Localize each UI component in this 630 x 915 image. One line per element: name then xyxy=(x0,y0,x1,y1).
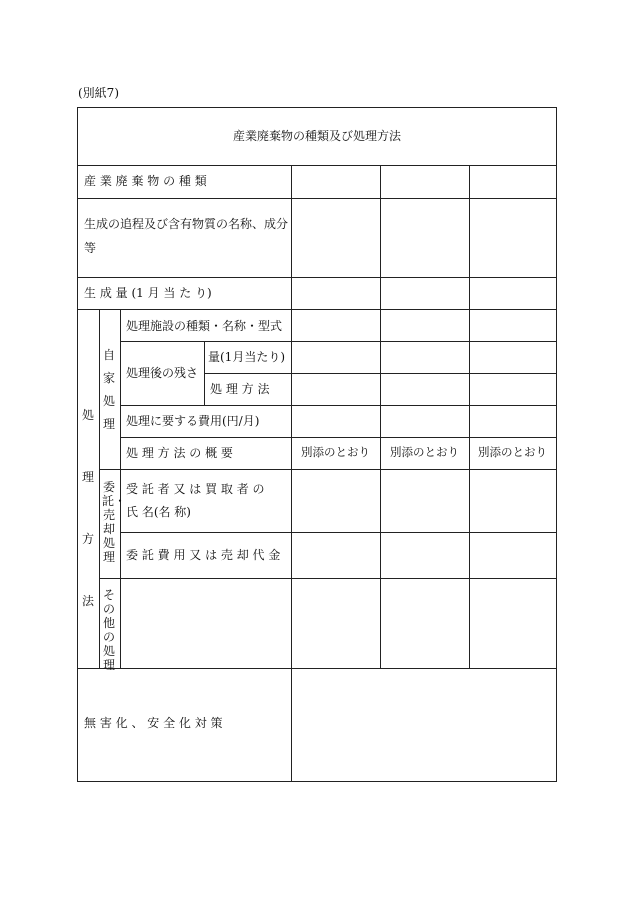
row-divider xyxy=(120,532,556,533)
row-divider xyxy=(78,277,556,278)
consign-cost-label: 委 託 費 用 又 は 売 却 代 金 xyxy=(126,548,281,562)
column-divider xyxy=(99,309,100,668)
overview-label: 処 理 方 法 の 概 要 xyxy=(126,446,233,460)
processing-method-label: 処理方法 xyxy=(81,408,94,608)
consign-label: 委託・売却処理 xyxy=(102,480,127,564)
attachment-note: 別添のとおり xyxy=(390,445,459,459)
generation-amount-label: 生 成 量 (1 月 当 た り) xyxy=(84,286,212,300)
other-processing-label: その他の処理 xyxy=(102,588,115,672)
form-title: 産業廃棄物の種類及び処理方法 xyxy=(232,129,401,143)
consignee-name-label-cont: 氏 名(名 称) xyxy=(126,505,191,519)
column-divider xyxy=(291,165,292,781)
column-divider xyxy=(204,341,205,405)
row-divider xyxy=(78,309,556,310)
row-divider xyxy=(99,469,556,470)
row-divider xyxy=(78,198,556,199)
annex-label: (別紙7) xyxy=(78,86,119,100)
row-divider xyxy=(78,165,556,166)
column-divider xyxy=(469,165,470,668)
attachment-note: 別添のとおり xyxy=(478,445,547,459)
hazard-control-label: 無 害 化 、 安 全 化 対 策 xyxy=(84,716,223,730)
cost-label: 処理に要する費用(円/月) xyxy=(126,414,260,428)
row-divider xyxy=(120,341,556,342)
attachment-note: 別添のとおり xyxy=(301,445,370,459)
residue-method-label: 処 理 方 法 xyxy=(210,382,270,396)
generation-process-label: 生成の追程及び含有物質の名称、成分 xyxy=(84,217,289,231)
row-divider xyxy=(99,578,556,579)
consignee-name-label: 受 託 者 又 は 買 取 者 の xyxy=(126,482,265,496)
facility-label: 処理施設の種類・名称・型式 xyxy=(126,319,283,333)
residue-amount-label: 量(1月当たり) xyxy=(208,350,285,364)
column-divider xyxy=(120,309,121,668)
residue-label: 処理後の残さ xyxy=(126,366,199,380)
in-house-label: 自家処理 xyxy=(102,348,115,431)
generation-process-label-cont: 等 xyxy=(84,241,97,255)
row-divider xyxy=(78,668,556,669)
row-divider xyxy=(120,437,556,438)
waste-type-label: 産 業 廃 棄 物 の 種 類 xyxy=(84,174,207,188)
column-divider xyxy=(380,165,381,668)
waste-processing-form xyxy=(77,107,557,782)
row-divider xyxy=(120,405,556,406)
